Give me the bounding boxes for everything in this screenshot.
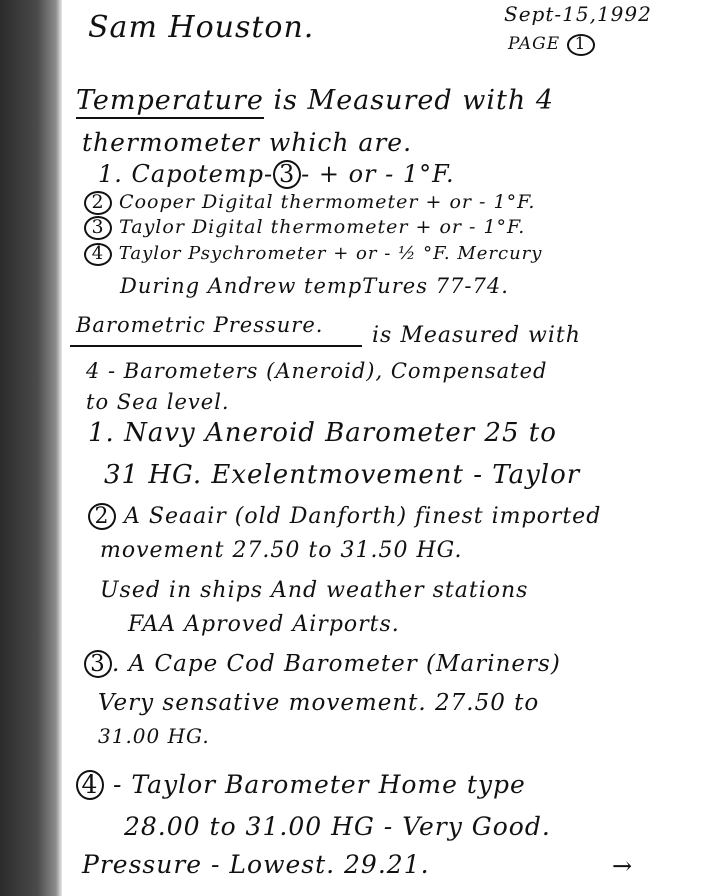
continue-arrow-icon: →: [612, 852, 634, 880]
item-text: Cooper Digital thermometer + or - 1°F.: [119, 191, 536, 213]
item-text: A Seaair (old Danforth) finest imported: [124, 504, 602, 529]
page-indicator: [508, 34, 595, 56]
temperature-note: During Andrew tempTures 77-74.: [120, 274, 509, 298]
item-circled-number: 3: [273, 160, 301, 189]
barometer-item-2-line-3: Used in ships And weather stations: [100, 578, 529, 603]
barometer-item-1-line-2: 31 HG. Exelentmovement - Taylor: [104, 460, 581, 490]
barometer-item-2-line-2: movement 27.50 to 31.50 HG.: [100, 538, 463, 563]
barometric-intro-2: 4 - Barometers (Aneroid), Compensated: [86, 359, 548, 383]
temperature-intro-1: is Measured with 4: [273, 85, 555, 116]
temperature-intro-line: [76, 85, 554, 119]
barometer-item-4-line-1: [76, 770, 526, 800]
temperature-intro-2: thermometer which are.: [82, 128, 413, 157]
item-text: - Taylor Barometer Home type: [112, 770, 526, 799]
barometer-item-3-line-1: [84, 650, 561, 678]
barometric-heading: Barometric Pressure.: [76, 313, 324, 337]
item-text: . A Cape Cod Barometer (Mariners): [112, 651, 561, 677]
item-number: 4: [84, 243, 112, 266]
page-label: PAGE: [508, 34, 561, 54]
item-number: 2: [84, 191, 112, 215]
temperature-item-1: [98, 160, 455, 189]
item-tail: - + or - 1°F.: [301, 160, 455, 188]
temperature-item-3: [84, 216, 525, 240]
item-text: Capotemp-: [131, 160, 274, 188]
item-number: 1.: [98, 160, 123, 188]
item-number: 4: [76, 770, 104, 800]
author-name: Sam Houston.: [88, 10, 315, 45]
barometer-item-2-line-1: [88, 503, 601, 530]
item-text: Taylor Psychrometer + or - ½ °F. Mercury: [118, 243, 543, 264]
item-number: 2: [88, 503, 116, 530]
barometer-item-2-line-4: FAA Aproved Airports.: [128, 612, 400, 637]
barometric-heading-underline: [70, 345, 362, 347]
barometer-item-3-line-2: Very sensative movement. 27.50 to: [98, 690, 540, 716]
scan-shadow-edge: [0, 0, 62, 896]
item-text: Taylor Digital thermometer + or - 1°F.: [119, 216, 526, 238]
document-date: Sept-15,1992: [504, 2, 652, 26]
barometer-item-4-line-2: 28.00 to 31.00 HG - Very Good.: [124, 812, 551, 841]
pressure-lowest-line: Pressure - Lowest. 29.21.: [82, 850, 430, 879]
barometric-intro-1: is Measured with: [372, 323, 581, 348]
temperature-item-2: [84, 191, 535, 215]
item-number: 3: [84, 650, 112, 678]
item-number: 3: [84, 216, 112, 240]
temperature-heading: Temperature: [76, 85, 264, 119]
barometric-intro-3: to Sea level.: [86, 390, 230, 414]
barometer-item-1-line-1: 1. Navy Aneroid Barometer 25 to: [88, 418, 557, 448]
page-number: 1: [567, 34, 595, 56]
barometer-item-3-line-3: 31.00 HG.: [98, 724, 210, 748]
temperature-item-4: [84, 243, 542, 266]
